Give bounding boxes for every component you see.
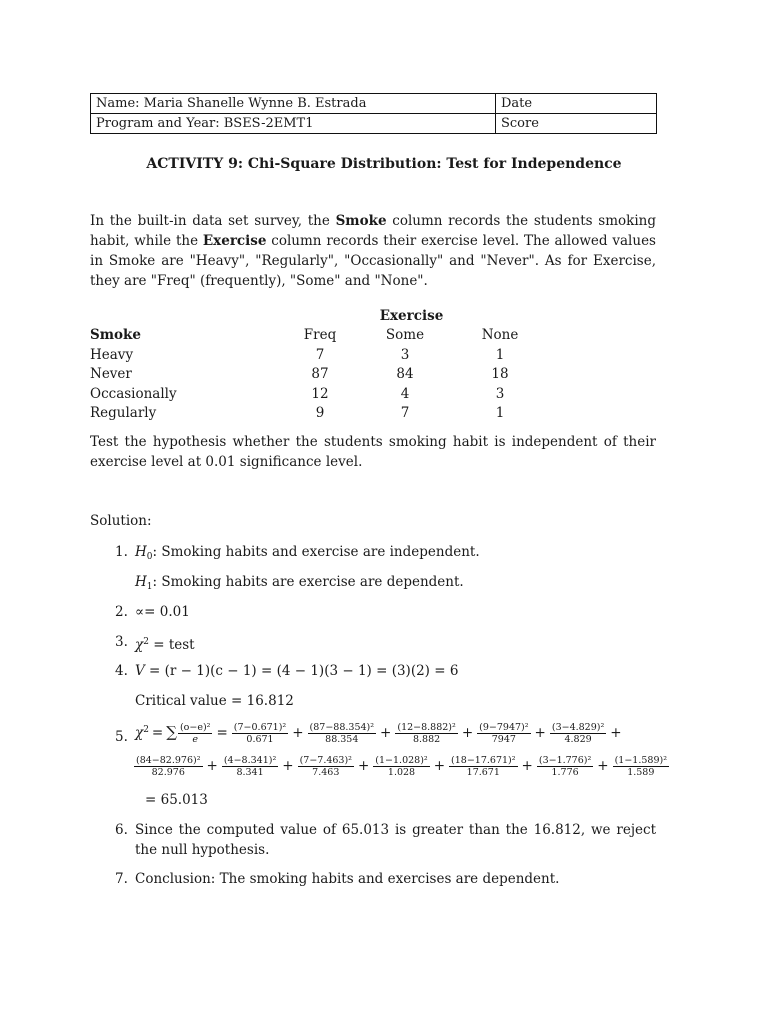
fraction-denominator: 88.354 <box>325 734 359 745</box>
decision-text: Since the computed value of 65.013 is greater than the 16.812, we reject the null hypothesis. <box>135 822 656 858</box>
score-cell: Score <box>496 114 657 134</box>
fraction-numerator: (1−1.028)² <box>375 755 428 766</box>
fraction-denominator: 0.671 <box>246 734 274 745</box>
intro-text-3: column records their exercise level. The allowed values in Smoke are "Heavy", "Regularly", "Occasionally" and "Never". As for Exercise, they are "Freq" (frequently), "Some" and "None". <box>90 233 656 289</box>
conclusion-text: Conclusion: The smoking habits and exercises are dependent. <box>135 871 560 887</box>
smoke-row-header: Smoke <box>90 327 141 343</box>
fraction-numerator: (4−8.341)² <box>223 755 277 766</box>
fraction-numerator: (7−0.671)² <box>233 722 287 733</box>
table-cell: 9 <box>315 405 325 421</box>
fraction-numerator: (12−8.882)² <box>397 722 456 733</box>
fraction-denominator: 7.463 <box>312 767 340 778</box>
col-header-some: Some <box>385 327 425 343</box>
table-cell: 18 <box>491 366 509 382</box>
null-hypothesis: $H_0$: Smoking habits and exercise are independent. <box>135 544 480 562</box>
step-number: 2. <box>115 604 128 620</box>
step-number: 1. <box>115 544 128 560</box>
fraction-numerator: (3−1.776)² <box>538 755 592 766</box>
term-fraction <box>477 722 530 745</box>
term-fraction <box>373 755 429 778</box>
fraction-denominator: 1.028 <box>387 767 416 778</box>
row-label: Heavy <box>90 346 134 363</box>
table-cell: 7 <box>315 346 325 363</box>
df-text: = (r − 1)(c − 1) = (4 − 1)(3 − 1) = (3)(2) = 6 <box>144 663 459 679</box>
table-header-row <box>90 326 550 346</box>
col-header-none: None <box>481 327 519 343</box>
test-statistic: $\chi^2$ = test <box>135 637 195 653</box>
fraction-numerator: (3−4.829)² <box>551 722 605 733</box>
critical-value: Critical value = 16.812 <box>135 693 294 709</box>
table-cell: 12 <box>311 385 329 402</box>
activity-title: ACTIVITY 9: Chi-Square Distribution: Test for Independence <box>146 156 622 172</box>
table-cell: 1 <box>495 405 505 421</box>
test-text: = test <box>148 637 195 653</box>
term-fraction <box>222 755 278 778</box>
fraction-numerator: (18−17.671)² <box>451 755 516 766</box>
date-cell: Date <box>496 94 657 114</box>
table-row <box>90 365 550 385</box>
smoke-keyword: Smoke <box>335 213 387 229</box>
name-cell: Name: Maria Shanelle Wynne B. Estrada <box>91 94 496 114</box>
fraction-numerator: (9−7947)² <box>479 722 529 733</box>
term-fraction <box>449 755 518 778</box>
student-info-table <box>90 93 657 134</box>
contingency-table <box>90 326 550 424</box>
row-label: Regularly <box>90 405 157 421</box>
term-fraction <box>395 722 457 745</box>
fraction-denominator: 17.671 <box>466 767 500 778</box>
term-fraction <box>550 722 606 745</box>
chi-square-formula-line-1: $\chi^2$ = ∑ $\frac{\text{(o−e)²}}{e}$ = $\frac{\text{(7−0.671)²}}{0.671}$ + $\frac{\text{(87−88.354)²}}{88.354}$ + $\frac{\text{(12−8.882)²}}{8.882}$ + $\frac{\text{(9−7947)²}}{7947}$ + $\frac{\text{(3−4.829)²}}{4.829}$ + <box>135 722 622 745</box>
intro-text-2: column records the students smoking habit, while the <box>90 213 657 249</box>
row-label: Never <box>90 366 132 382</box>
h1-text: : Smoking habits are exercise are dependent. <box>152 574 464 590</box>
lead-fraction <box>178 722 213 745</box>
chi-square-formula-line-2: $\frac{\text{(84−82.976)²}}{82.976}$ + $\frac{\text{(4−8.341)²}}{8.341}$ + $\frac{\text{(7−7.463)²}}{7.463}$ + $\frac{\text{(1−1.028)²}}{1.028}$ + $\frac{\text{(18−17.671)²}}{17.671}$ + $\frac{\text{(3−1.776)²}}{1.776}$ + $\frac{\text{(1−1.589)²}}{1.589}$ <box>136 755 668 778</box>
question-paragraph: Test the hypothesis whether the students smoking habit is independent of their exercise level at 0.01 significance level. <box>90 434 656 470</box>
col-header-freq: Freq <box>303 327 337 343</box>
row-label: Occasionally <box>90 385 177 402</box>
intro-paragraph <box>90 211 656 291</box>
table-row <box>90 404 550 424</box>
solution-label: Solution: <box>90 513 152 529</box>
term-fraction <box>613 755 669 778</box>
table-cell: 7 <box>400 405 410 421</box>
step-number: 7. <box>115 871 128 887</box>
table-row <box>90 346 550 366</box>
step-number: 6. <box>115 822 128 838</box>
step-number: 3. <box>115 634 128 650</box>
alternative-hypothesis: $H_1$: Smoking habits are exercise are dependent. <box>135 574 464 592</box>
table-cell: 84 <box>396 366 414 382</box>
step-number: 4. <box>115 663 128 679</box>
table-row <box>90 385 550 405</box>
fraction-denominator: 1.589 <box>627 767 655 778</box>
fraction-denominator: 4.829 <box>564 734 592 745</box>
fraction-denominator: 8.882 <box>412 734 441 745</box>
fraction-denominator: 1.776 <box>551 767 579 778</box>
table-cell: 3 <box>495 385 505 402</box>
term-fraction <box>298 755 354 778</box>
fraction-denominator: 7947 <box>491 734 516 745</box>
alpha-text: ∝= 0.01 <box>135 604 190 620</box>
table-cell: 4 <box>400 385 410 402</box>
h0-text: : Smoking habits and exercise are independent. <box>152 544 480 560</box>
fraction-numerator: (87−88.354)² <box>309 722 375 733</box>
fraction-denominator: e <box>192 734 199 745</box>
term-fraction <box>537 755 593 778</box>
fraction-numerator: (o−e)² <box>179 722 211 733</box>
table-cell: 87 <box>311 366 329 382</box>
program-cell: Program and Year: BSES-2EMT1 <box>91 114 496 134</box>
chi-square-result: = 65.013 <box>145 792 208 808</box>
intro-text-1: In the built-in data set survey, the <box>90 213 336 229</box>
table-cell: 3 <box>400 346 410 363</box>
exercise-group-header: Exercise <box>379 308 444 324</box>
step-number: 5. <box>115 729 128 745</box>
fraction-denominator: 82.976 <box>151 767 185 778</box>
fraction-numerator: (84−82.976)² <box>136 755 201 766</box>
term-fraction <box>308 722 377 745</box>
exercise-keyword: Exercise <box>202 233 267 249</box>
term-fraction <box>134 755 203 778</box>
fraction-denominator: 8.341 <box>236 767 264 778</box>
fraction-numerator: (1−1.589)² <box>614 755 668 766</box>
table-cell: 1 <box>495 346 505 363</box>
fraction-numerator: (7−7.463)² <box>299 755 352 766</box>
term-fraction <box>232 722 288 745</box>
degrees-of-freedom: V = (r − 1)(c − 1) = (4 − 1)(3 − 1) = (3)(2) = 6 <box>135 663 459 679</box>
